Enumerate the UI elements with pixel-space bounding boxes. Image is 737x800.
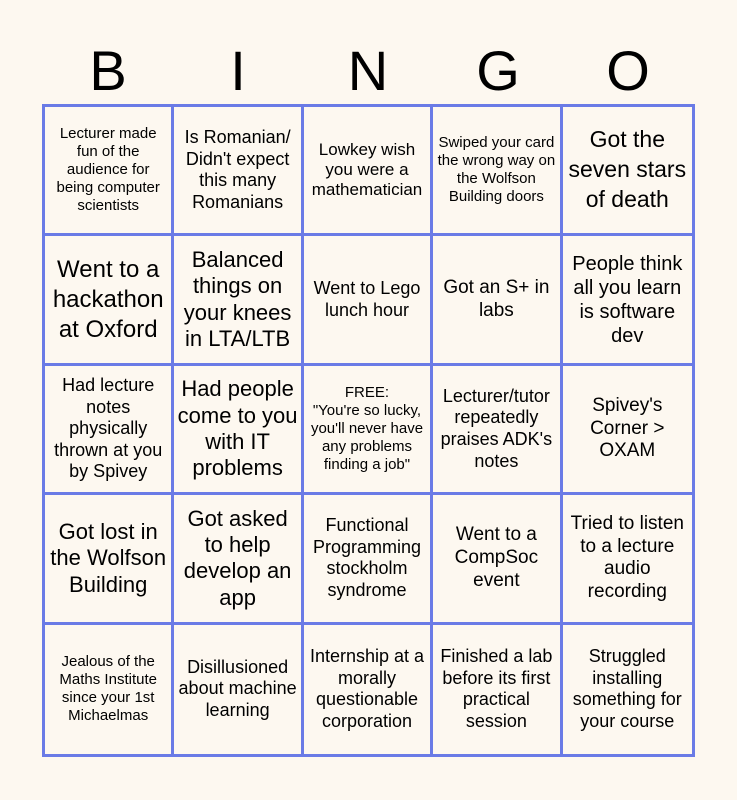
cell-text: Disillusioned about machine learning [178, 656, 297, 721]
bingo-header [43, 38, 693, 104]
bingo-cell[interactable] [304, 495, 433, 624]
cell-text: Had people come to you with IT problems [177, 376, 298, 481]
cell-text: Finished a lab before its first practical session [440, 646, 553, 731]
cell-text: Got lost in the Wolfson Building [50, 518, 167, 597]
cell-text: Got an S+ in labs [443, 276, 550, 321]
bingo-cell[interactable] [563, 236, 692, 365]
cell-text: Went to a CompSoc event [454, 524, 539, 591]
bingo-cell[interactable] [433, 625, 562, 754]
bingo-cell[interactable] [174, 107, 303, 236]
bingo-cell[interactable] [433, 366, 562, 495]
cell-text: Went to Lego lunch hour [313, 278, 421, 320]
bingo-cell[interactable] [304, 107, 433, 236]
bingo-cell[interactable] [45, 107, 174, 236]
cell-text: Lecturer made fun of the audience for being computer scientists [56, 125, 160, 215]
cell-text: Had lecture notes physically thrown at you by Spivey [54, 375, 163, 482]
bingo-cell[interactable] [563, 625, 692, 754]
cell-text: Swiped your card the wrong way on the Wolfson Building doors [437, 134, 556, 206]
cell-text: Got asked to help develop an app [183, 505, 292, 610]
bingo-cell[interactable] [563, 107, 692, 236]
bingo-cell[interactable] [174, 236, 303, 365]
bingo-cell[interactable] [174, 625, 303, 754]
letter-g: G [476, 39, 520, 102]
free-space-cell[interactable] [304, 366, 433, 495]
bingo-board [42, 104, 695, 757]
cell-text: Internship at a morally questionable corporation [309, 646, 425, 731]
cell-text: Got the seven stars of death [568, 126, 687, 213]
cell-text: FREE: "You're so lucky, you'll never have any problems finding a job" [310, 383, 424, 473]
bingo-cell[interactable] [563, 366, 692, 495]
cell-text: Lowkey wish you were a mathematician [311, 139, 423, 200]
letter-i: I [230, 39, 246, 102]
bingo-cell[interactable] [45, 625, 174, 754]
cell-text: Balanced things on your knees in LTA/LTB [183, 246, 292, 351]
cell-text: Went to a hackathon at Oxford [52, 255, 164, 343]
bingo-cell[interactable] [433, 107, 562, 236]
cell-text: Jealous of the Maths Institute since your 1st Michaelmas [59, 653, 157, 725]
cell-text: Lecturer/tutor repeatedly praises ADK's notes [440, 385, 553, 471]
bingo-cell[interactable] [304, 236, 433, 365]
bingo-cell[interactable] [433, 236, 562, 365]
cell-text: People think all you learn is software dev [572, 252, 683, 347]
cell-text: Struggled installing something for your course [572, 646, 682, 731]
letter-b: B [89, 39, 127, 102]
bingo-cell[interactable] [45, 236, 174, 365]
bingo-cell[interactable] [174, 366, 303, 495]
cell-text: Is Romanian/ Didn't expect this many Romanians [184, 127, 291, 212]
bingo-cell[interactable] [304, 625, 433, 754]
bingo-cell[interactable] [45, 366, 174, 495]
bingo-cell[interactable] [174, 495, 303, 624]
cell-text: Functional Programming stockholm syndrome [312, 515, 422, 600]
cell-text: Spivey's Corner > OXAM [590, 394, 665, 462]
cell-text: Tried to listen to a lecture audio recording [570, 512, 684, 603]
bingo-cell[interactable] [433, 495, 562, 624]
bingo-cell[interactable] [563, 495, 692, 624]
letter-o: O [606, 39, 650, 102]
letter-n: N [347, 39, 389, 102]
bingo-cell[interactable] [45, 495, 174, 624]
